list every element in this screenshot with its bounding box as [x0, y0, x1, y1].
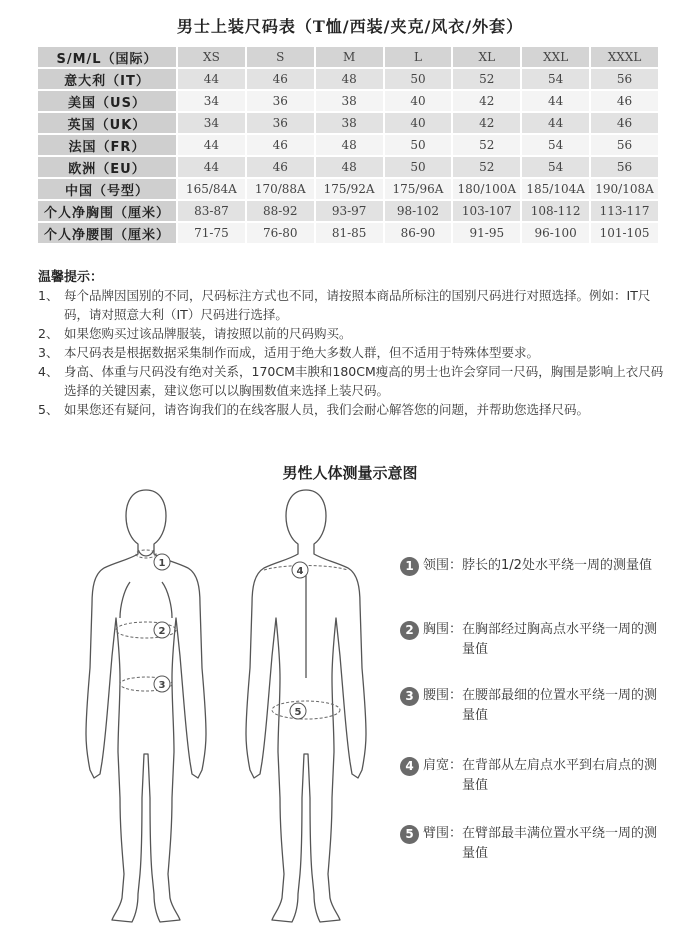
table-cell: 46: [246, 156, 315, 178]
legend-number: 4: [400, 757, 419, 776]
marker-3-label: 3: [158, 680, 166, 691]
table-cell: 44: [177, 156, 246, 178]
tip-text: 如果您购买过该品牌服装，请按照以前的尺码购买。: [64, 326, 352, 341]
table-cell: 44: [177, 134, 246, 156]
size-header: L: [384, 46, 453, 68]
tips-list: [38, 286, 668, 419]
table-row: [37, 134, 659, 156]
legend-name: 领围：: [423, 558, 463, 573]
tip-item: [38, 400, 668, 419]
table-cell: 52: [452, 156, 521, 178]
front-body-outline: [86, 490, 206, 922]
legend-desc: 在胸部经过胸高点水平绕一周的测量值: [462, 622, 658, 657]
table-cell: 44: [177, 68, 246, 90]
tip-text: 本尺码表是根据数据采集制作而成，适用于绝大多数人群，但不适用于特殊体型要求。: [64, 345, 540, 360]
table-row: [37, 222, 659, 244]
diagram-title: 男性人体测量示意图: [282, 464, 418, 482]
table-cell: 175/92A: [315, 178, 384, 200]
table-cell: 185/104A: [521, 178, 590, 200]
table-cell: 170/88A: [246, 178, 315, 200]
table-cell: 46: [246, 134, 315, 156]
legend-number: 1: [400, 557, 419, 576]
marker-2-label: 2: [158, 626, 166, 637]
legend-desc: 在腰部最细的位置水平绕一周的测量值: [462, 688, 658, 723]
table-cell: 50: [384, 68, 453, 90]
tip-item: [38, 343, 668, 362]
row-label: 美国（US）: [37, 90, 177, 112]
table-cell: 103-107: [452, 200, 521, 222]
tip-text: 身高、体重与尺码没有绝对关系，170CM丰腴和180CM瘦高的男士也许会穿同一尺码，胸围是影响上衣尺码选择的关键因素，建议您可以以胸围数值来选择上装尺码。: [64, 364, 664, 398]
table-cell: 101-105: [590, 222, 659, 244]
legend-desc: 在背部从左肩点水平到右肩点的测量值: [462, 758, 658, 793]
table-cell: 38: [315, 90, 384, 112]
page-title: 男士上装尺码表（T恤/西装/夹克/风衣/外套）: [176, 17, 524, 36]
table-cell: 36: [246, 90, 315, 112]
legend-name: 腰围：: [423, 688, 463, 703]
header-label: S/M/L（国际）: [37, 46, 177, 68]
neck-measure-line: [136, 550, 156, 558]
row-label: 个人净胸围（厘米）: [37, 200, 177, 222]
tip-number: 3、: [38, 345, 59, 360]
body-measurement-figure: [80, 478, 410, 933]
table-cell: 42: [452, 90, 521, 112]
table-cell: 48: [315, 68, 384, 90]
legend-desc: 在臂部最丰满位置水平绕一周的测量值: [462, 826, 658, 861]
table-cell: 113-117: [590, 200, 659, 222]
table-cell: 44: [521, 112, 590, 134]
table-cell: 48: [315, 134, 384, 156]
table-cell: 71-75: [177, 222, 246, 244]
row-label: 意大利（IT）: [37, 68, 177, 90]
table-cell: 165/84A: [177, 178, 246, 200]
row-label: 英国（UK）: [37, 112, 177, 134]
table-cell: 54: [521, 68, 590, 90]
table-cell: 46: [590, 90, 659, 112]
table-row: [37, 178, 659, 200]
table-header-row: [37, 46, 659, 68]
size-header: M: [315, 46, 384, 68]
tip-number: 2、: [38, 326, 59, 341]
table-cell: 190/108A: [590, 178, 659, 200]
row-label: 中国（号型）: [37, 178, 177, 200]
table-cell: 83-87: [177, 200, 246, 222]
size-chart-table: [36, 45, 660, 245]
table-cell: 46: [590, 112, 659, 134]
table-cell: 38: [315, 112, 384, 134]
table-cell: 40: [384, 90, 453, 112]
table-cell: 34: [177, 90, 246, 112]
table-cell: 44: [521, 90, 590, 112]
table-cell: 54: [521, 156, 590, 178]
tip-number: 4、: [38, 364, 59, 379]
marker-4-label: 4: [296, 566, 304, 577]
table-row: [37, 90, 659, 112]
table-cell: 50: [384, 134, 453, 156]
legend-item-neck: [400, 556, 670, 576]
legend-number: 5: [400, 825, 419, 844]
table-cell: 86-90: [384, 222, 453, 244]
legend-name: 胸围：: [423, 622, 463, 637]
marker-5-label: 5: [294, 707, 302, 718]
tip-text: 如果您还有疑问，请咨询我们的在线客服人员，我们会耐心解答您的问题，并帮助您选择尺码。: [64, 402, 590, 417]
tip-item: [38, 286, 668, 324]
legend-desc: 脖长的1/2处水平绕一周的测量值: [462, 558, 652, 573]
table-cell: 98-102: [384, 200, 453, 222]
legend-number: 3: [400, 687, 419, 706]
tips-title: 温馨提示：: [38, 270, 104, 285]
table-row: [37, 112, 659, 134]
size-header: S: [246, 46, 315, 68]
table-cell: 34: [177, 112, 246, 134]
table-cell: 81-85: [315, 222, 384, 244]
table-cell: 93-97: [315, 200, 384, 222]
table-cell: 96-100: [521, 222, 590, 244]
size-header: XL: [452, 46, 521, 68]
legend-number: 2: [400, 621, 419, 640]
table-cell: 108-112: [521, 200, 590, 222]
table-cell: 46: [246, 68, 315, 90]
tip-item: [38, 362, 668, 400]
table-cell: 88-92: [246, 200, 315, 222]
back-body-outline: [246, 490, 366, 922]
tip-item: [38, 324, 668, 343]
table-row: [37, 200, 659, 222]
table-cell: 180/100A: [452, 178, 521, 200]
legend-item-shoulder: [400, 756, 670, 796]
legend-name: 臂围：: [423, 826, 463, 841]
legend-item-chest: [400, 620, 670, 660]
table-cell: 40: [384, 112, 453, 134]
row-label: 个人净腰围（厘米）: [37, 222, 177, 244]
row-label: 欧洲（EU）: [37, 156, 177, 178]
table-cell: 56: [590, 156, 659, 178]
table-row: [37, 68, 659, 90]
table-cell: 42: [452, 112, 521, 134]
size-header: XXL: [521, 46, 590, 68]
table-cell: 54: [521, 134, 590, 156]
row-label: 法国（FR）: [37, 134, 177, 156]
size-header: XXXL: [590, 46, 659, 68]
table-cell: 175/96A: [384, 178, 453, 200]
tip-number: 1、: [38, 288, 59, 303]
legend-item-arm: [400, 824, 670, 864]
table-cell: 48: [315, 156, 384, 178]
legend-name: 肩宽：: [423, 758, 463, 773]
table-cell: 76-80: [246, 222, 315, 244]
table-cell: 52: [452, 134, 521, 156]
table-row: [37, 156, 659, 178]
table-cell: 50: [384, 156, 453, 178]
table-cell: 91-95: [452, 222, 521, 244]
table-cell: 56: [590, 68, 659, 90]
table-cell: 52: [452, 68, 521, 90]
legend-item-waist: [400, 686, 670, 726]
table-cell: 36: [246, 112, 315, 134]
table-cell: 56: [590, 134, 659, 156]
tip-text: 每个品牌因国别的不同，尺码标注方式也不同，请按照本商品所标注的国别尺码进行对照选择。例如：IT尺码，请对照意大利（IT）尺码进行选择。: [64, 288, 651, 322]
marker-1-label: 1: [158, 558, 166, 569]
tip-number: 5、: [38, 402, 59, 417]
size-header: XS: [177, 46, 246, 68]
